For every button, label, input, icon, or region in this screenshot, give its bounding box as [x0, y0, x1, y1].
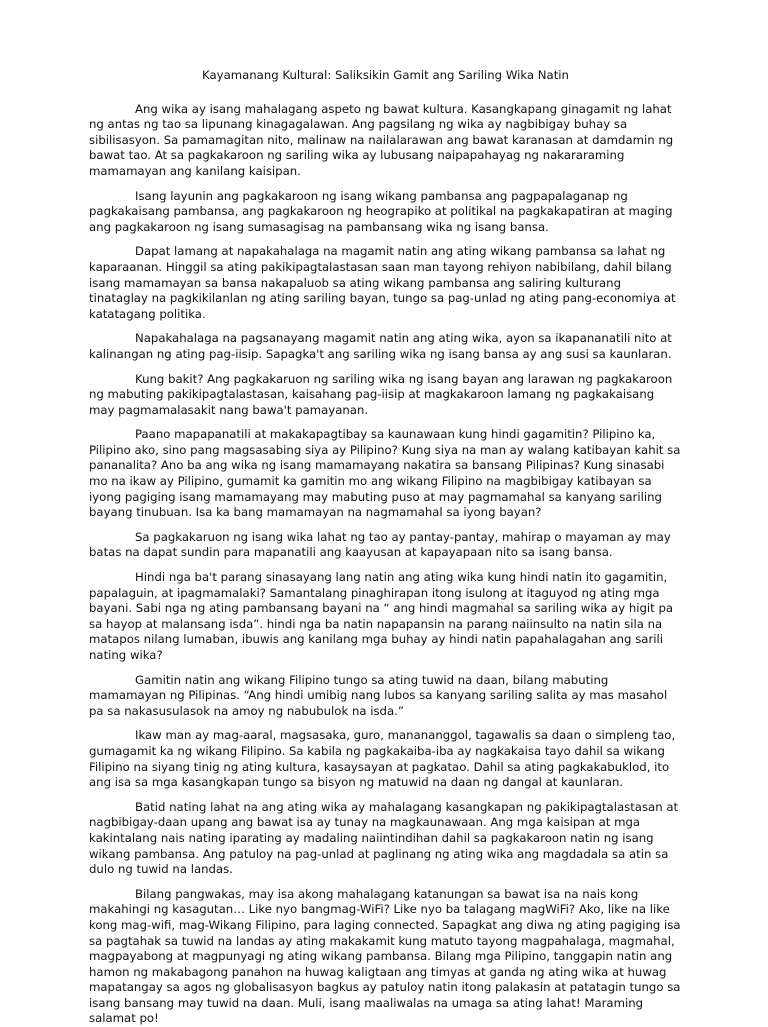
paragraph-11: Batid nating lahat na ang ating wika ay mahalagang kasangkapan ng pakikipagtalastasan at nagbibigay-daan upang ang bawat isa ay tunay na magkaunawaan. Ang mga kaisipan at mga kakintalang nais nating iparating ay madaling naiintindihan dahil sa pagkakaroon natin ng isang wikang pambansa. Ang patuloy na pag-unlad at paglinang ng ating wika ang magdadala sa atin sa dulo ng tuwid na landas. — [89, 799, 679, 877]
paragraph-6: Paano mapapanatili at makakapagtibay sa kaunawaan kung hindi gagamitin? Pilipino ka, Pilipino ako, sino pang magsasabing siya ay Pilipino? Kung siya na man ay walang katibayan kahit sa pananalita? Ano ba ang wika ng isang mamamayang nakatira sa bansang Pilipinas? Kung sinasabi mo na ikaw ay Pilipino, gumamit ka gamitin mo ang wikang Filipino na magbibigay katibayan sa iyong pagiging isang mamamayang may mabuting puso at may pagmamahal sa kanyang sariling bayang tinubuan. Isa ka bang mamamayan na nagmamahal sa iyong bayan? — [89, 427, 681, 520]
paragraph-12: Bilang pangwakas, may isa akong mahalagang katanungan sa bawat isa na nais kong makahingi ng kasagutan… Like nyo bangmag-WiFi? Like nyo ba talagang magWiFi? Ako, like na like kong mag-wifi, mag-Wikang Filipino, para laging connected. Sapagkat ang diwa ng ating pagiging isa sa pagtahak sa tuwid na landas ay ating makakamit kung matuto tayong magpahalaga, magmahal, magpayabong at magpunyagi ng ating wikang pambansa. Bilang mga Pilipino, tanggapin natin ang hamon ng makabagong panahon na huwag kaligtaan ang timyas at ganda ng ating wika at huwag mapatangay sa agos ng globalisasyon bagkus ay patuloy natin itong palakasin at patatagin tungo sa isang bansang may tuwid na daan. Muli, isang maaliwalas na umaga sa ating lahat! Maraming salamat po! — [89, 886, 681, 1026]
paragraph-8: Hindi nga ba't parang sinasayang lang natin ang ating wika kung hindi natin ito gagamitin, papalaguin, at ipagmamalaki? Samantalang pinaghirapan itong isulong at itaguyod ng ating mga bayani. Sabi nga ng ating pambansang bayani na “ ang hindi magmahal sa sariling wika ay higit pa sa hayop at malansang isda”. hindi nga ba natin napapansin na parang naiinsulto na natin sila na matapos nilang lumaban, ibuwis ang kanilang mga buhay ay hindi natin papahalagahan ang sarili nating wika? — [89, 570, 674, 662]
paragraph-10: Ikaw man ay mag-aaral, magsasaka, guro, manananggol, tagawalis sa daan o simpleng tao, gumagamit ka ng wikang Filipino. Sa kabila ng pagkakaiba-iba ay nagkakaisa tayo dahil sa wikang Filipino na siyang tinig ng ating kultura, kasaysayan at pagkatao. Dahil sa ating pagkakabuklod, ito ang isa sa mga kasangkapan tungo sa bisyon ng matuwid na daan ng dangal at kaunlaran. — [89, 728, 676, 790]
paragraph-1: Ang wika ay isang mahalagang aspeto ng bawat kultura. Kasangkapang ginagamit ng lahat ng antas ng tao sa lipunang kinagagalawan. Ang pagsilang ng wika ay nagbibigay buhay sa sibilisasyon. Sa pamamagitan nito, malinaw na nailalarawan ang bawat karanasan at damdamin ng bawat tao. At sa pagkakaroon ng sariling wika ay lubusang naipapahayag ng nakararaming mamamayan ang kanilang kaisipan. — [89, 101, 674, 178]
document-title: Kayamanang Kultural: Saliksikin Gamit ang Sariling Wika Natin — [202, 68, 569, 82]
paragraph-4: Napakahalaga na pagsanayang magamit natin ang ating wika, ayon sa ikapananatili nito at kalinangan ng ating pag-iisip. Sapagka't ang sariling wika ng isang bansa ay ang susi sa kaunlaran. — [89, 331, 672, 361]
paragraph-3: Dapat lamang at napakahalaga na magamit natin ang ating wikang pambansa sa lahat ng kaparaanan. Hinggil sa ating pakikipagtalastasan saan man tayong rehiyon nabibilang, dahil bilang isang mamamayan sa bansa nakapaluob sa ating wikang pambansa ang saliring kulturang tinataglay na pagkikilanlan ng ating sariling bayan, tungo sa pag-unlad ng ating pang-economiya at katatagang politika. — [89, 244, 676, 321]
paragraph-7: Sa pagkakaruon ng isang wika lahat ng tao ay pantay-pantay, mahirap o mayaman ay may batas na dapat sundin para mapanatili ang kaayusan at kapayapaan nito sa isang bansa. — [89, 529, 671, 560]
paragraph-2: Isang layunin ang pagkakaroon ng isang wikang pambansa ang pagpapalaganap ng pagkakaisang pambansa, ang pagkakaroon ng heograpiko at politikal na pagkakapatiran at maging ang pagkakaroon ng isang sumasagisag na pambansang wika ng isang bansa. — [89, 188, 673, 234]
paragraph-5: Kung bakit? Ang pagkakaruon ng sariling wika ng isang bayan ang larawan ng pagkakaroon ng mabuting pakikipagtalastasan, kaisahang pag-iisip at magkakaroon lamang ng pagkakaisang may pagmamalasakit nang bawa't pamayanan. — [89, 371, 673, 417]
paragraph-9: Gamitin natin ang wikang Filipino tungo sa ating tuwid na daan, bilang mabuting mamamayan ng Pilipinas. “Ang hindi umibig nang lubos sa kanyang sariling salita ay mas masahol pa sa nakasusulasok na amoy ng nabubulok na isda.” — [89, 672, 668, 718]
